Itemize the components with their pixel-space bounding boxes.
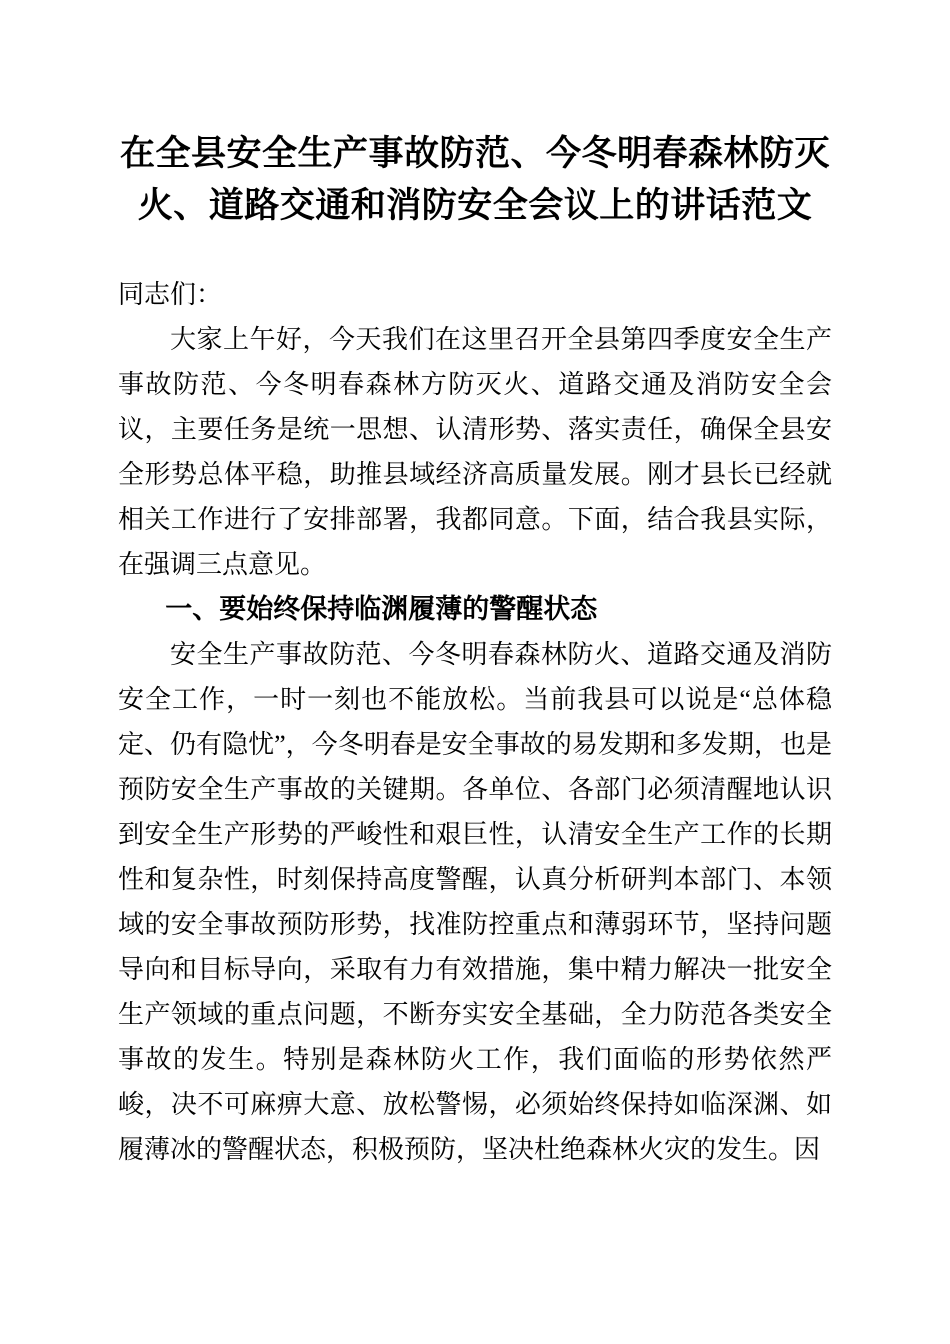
document-title-line-1: 在全县安全生产事故防范、今冬明春森林防灭 (119, 134, 830, 173)
salutation: 同志们： (118, 280, 223, 309)
document-title-line-2: 火、道路交通和消防安全会议上的讲话范文 (137, 186, 813, 225)
document-title (118, 128, 832, 232)
opening-paragraph: 大家上午好，今天我们在这里召开全县第四季度安全生产事故防范、今冬明春森林方防灭火、道路交通及消防安全会议，主要任务是统一思想、认清形势、落实责任，确保全县安全形势总体平稳，助推县域经济高质量发展。刚才县长已经就相关工作进行了安排部署，我都同意。下面，结合我县实际，在强调三点意见。 (118, 325, 832, 579)
section-heading: 一、要始终保持临渊履薄的警醒状态 (165, 594, 598, 624)
section-paragraph: 安全生产事故防范、今冬明春森林防火、道路交通及消防安全工作，一时一刻也不能放松。当前我县可以说是“总体稳定、仍有隐忧”，今冬明春是安全事故的易发期和多发期，也是预防安全生产事故的关键期。各单位、各部门必须清醒地认识到安全生产形势的严峻性和艰巨性，认清安全生产工作的长期性和复杂性，时刻保持高度警醒，认真分析研判本部门、本领域的安全事故预防形势，找准防控重点和薄弱环节，坚持问题导向和目标导向，采取有力有效措施，集中精力解决一批安全生产领域的重点问题，不断夯实安全基础，全力防范各类安全事故的发生。特别是森林防火工作，我们面临的形势依然严峻，决不可麻痹大意、放松警惕，必须始终保持如临深渊、如履薄冰的警醒状态，积极预防，坚决杜绝森林火灾的发生。因 (118, 640, 832, 1164)
document-page (118, 0, 832, 1172)
